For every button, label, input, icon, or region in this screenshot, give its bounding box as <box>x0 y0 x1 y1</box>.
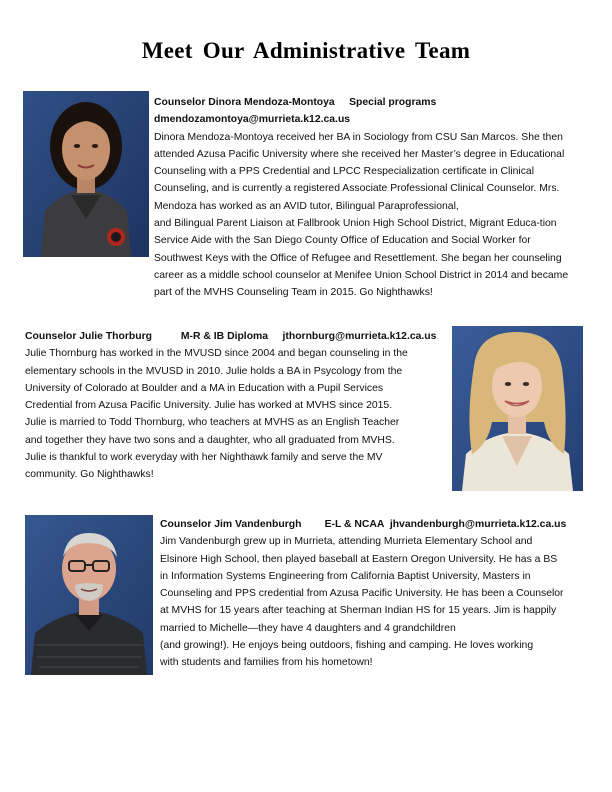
counselor-assignment: M-R & IB Diploma <box>180 331 269 342</box>
counselor-assignment: Special programs <box>349 97 437 108</box>
counselor-name: Counselor Julie Thorburg <box>25 331 153 342</box>
counselor-bio: Julie Thornburg has worked in the MVUSD since 2004 and began counseling in the elementary schools in the MVUSD in 2010. Julie holds a BA in Psycology from the University of Colorado at Boulder and a MA in Education with a Pupil Services Credential from Azusa Pacific University. Julie has worked at MVHS since 2015. Julie is married to Todd Thornburg, who teachers at MVHS as an English Teacher and together they have two sons and a daughter, who all graduated from MVHS. Julie is thankful to work everyday with her Nighthawk family and serve the MV community. Go Nighthawks! <box>25 348 408 481</box>
counselor-photo-vandenburgh <box>25 515 153 675</box>
counselor-email[interactable]: jthornburg@murrieta.k12.ca.us <box>282 331 437 342</box>
counselor-bio: Jim Vandenburgh grew up in Murrieta, attending Murrieta Elementary School and Elsinore High School, then played baseball at Eastern Oregon University. He has a BS in Information Systems Engineering from California Baptist University, Masters in Counseling and PPS credential from Azusa Pacific University. He has been a Counselor at MVHS for 15 years after teaching at Sherman Indian HS for 15 years. Jim is happily married to Michelle—they have 4 daughters and 4 grandchildren (and growing!). He enjoys being outdoors, fishing and camping. He loves working with students and families from his hometown! <box>160 536 564 669</box>
counselor-name: Counselor Jim Vandenburgh <box>160 519 302 530</box>
counselor-email[interactable]: dmendozamontoya@murrieta.k12.ca.us <box>154 114 351 126</box>
counselor-card-thorburg <box>25 328 445 484</box>
counselor-photo-mendoza <box>23 91 149 257</box>
counselor-card-mendoza <box>154 94 594 302</box>
counselor-bio: Dinora Mendoza-Montoya received her BA in Sociology from CSU San Marcos. She then attended Azusa Pacific University where she received her Master’s degree in Educational Counseling with a PPS Credential and LPCC Respecialization certificate in Clinical Counseling, and is currently a registered Associate Professional Clinical Counselor. Mrs. Mendoza has worked as an AVID tutor, Bilingual Paraprofessional, and Bilingual Parent Liaison at Fallbrook Union High School District, Migrant Educa-tion Service Aide with the San Diego County Office of Education and Social Worker for Southwest Keys with the Office of Refugee and Resettlement. She began her counseling career as a middle school counselor at Menifee Union School District in 2014 and became part of the MVHS Counseling Team in 2015. Go Nighthawks! <box>154 131 569 299</box>
counselor-name: Counselor Dinora Mendoza-Montoya <box>154 97 335 108</box>
counselor-photo-thorburg <box>452 326 583 491</box>
counselor-card-vandenburgh <box>160 516 600 672</box>
counselor-email[interactable]: jhvandenburgh@murrieta.k12.ca.us <box>389 519 567 530</box>
counselor-assignment: E-L & NCAA <box>324 519 385 530</box>
page-title: Meet Our Administrative Team <box>141 38 471 63</box>
